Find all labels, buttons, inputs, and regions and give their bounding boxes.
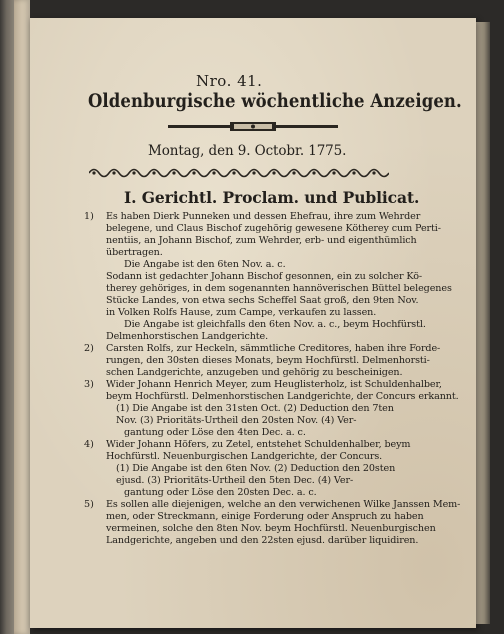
entry-line: schen Landgerichte, anzugeben und gehörig zu bescheinigen. (106, 367, 403, 378)
entry-line: (1) Die Angabe ist den 31sten Oct. (2) Deduction den 7ten (116, 403, 394, 414)
entry-line: beym Hochfürstl. Delmenhorstischen Landgerichte, der Concurs erkannt. (106, 391, 459, 402)
entry-line: Stücke Landes, von etwa sechs Scheffel Saat groß, den 9ten Nov. (106, 295, 419, 306)
entry-line: gantung oder Löse den 4ten Dec. a. c. (124, 427, 306, 438)
entry-line: Hochfürstl. Neuenburgischen Landgerichte, der Concurs. (106, 451, 383, 462)
decorative-border-ornament (89, 166, 389, 180)
entry-line: ejusd. (3) Prioritäts-Urtheil den 5ten Dec. (4) Ver- (116, 475, 354, 486)
entry-line: men, oder Streckmann, einige Forderung oder Anspruch zu haben (106, 511, 424, 522)
entry-line: Wider Johann Höfers, zu Zetel, entstehet Schuldenhalber, beym (106, 439, 411, 450)
entry-number: 4) (84, 439, 94, 450)
entry-line: Die Angabe ist gleichfalls den 6ten Nov. a. c., beym Hochfürstl. (124, 319, 426, 330)
entry-line: Die Angabe ist den 6ten Nov. a. c. (124, 259, 286, 270)
title-rule-ornament (168, 122, 338, 131)
entry-line: (1) Die Angabe ist den 6ten Nov. (2) Deduction den 20sten (116, 463, 396, 474)
newspaper-title: Oldenburgische wöchentliche Anzeigen. (88, 90, 462, 112)
entry-line: Landgerichte, angeben und den 22sten ejusd. darüber liquidiren. (106, 535, 419, 546)
entry-line: übertragen. (106, 247, 163, 258)
entry-line: Sodann ist gedachter Johann Bischof gesonnen, ein zu solcher Kö- (106, 271, 423, 282)
entry-line: Es sollen alle diejenigen, welche an den verwichenen Wilke Janssen Mem- (106, 499, 461, 510)
entry-line: Es haben Dierk Punneken und dessen Ehefrau, ihre zum Wehrder (106, 211, 421, 222)
entry-line: nentiis, an Johann Bischof, zum Wehrder, erb- und eigenthümlich (106, 235, 417, 246)
entry-line: rungen, den 30sten dieses Monats, beym Hochfürstl. Delmenhorsti- (106, 355, 430, 366)
section-heading: I. Gerichtl. Proclam. und Publicat. (124, 188, 420, 207)
entry-line: therey gehöriges, in dem sogenannten hannöverischen Büttel belegenes (106, 283, 452, 294)
entry-line: gantung oder Löse den 20sten Dec. a. c. (124, 487, 317, 498)
entry-number: 1) (84, 211, 94, 222)
entry-line: in Volken Rolfs Hause, zum Campe, verkaufen zu lassen. (106, 307, 377, 318)
entry-line: Wider Johann Henrich Meyer, zum Heuglisterholz, ist Schuldenhalber, (106, 379, 442, 390)
adjacent-page-edge (0, 0, 14, 634)
entry-number: 5) (84, 499, 94, 510)
entry-number: 2) (84, 343, 94, 354)
entry-line: belegene, und Claus Bischof zugehörig gewesene Kötherey cum Perti- (106, 223, 441, 234)
entry-line: Delmenhorstischen Landgerichte. (106, 331, 269, 342)
entry-line: Nov. (3) Prioritäts-Urtheil den 20sten Nov. (4) Ver- (116, 415, 357, 426)
entry-line: Carsten Rolfs, zur Heckeln, sämmtliche Creditores, haben ihre Forde- (106, 343, 441, 354)
page-stack-edge (476, 22, 490, 624)
entry-line: vermeinen, solche den 8ten Nov. beym Hochfürstl. Neuenburgischen (106, 523, 436, 534)
issue-date: Montag, den 9. Octobr. 1775. (148, 143, 347, 159)
book-spine (14, 0, 30, 634)
issue-number: Nro. 41. (196, 72, 263, 90)
entry-number: 3) (84, 379, 94, 390)
